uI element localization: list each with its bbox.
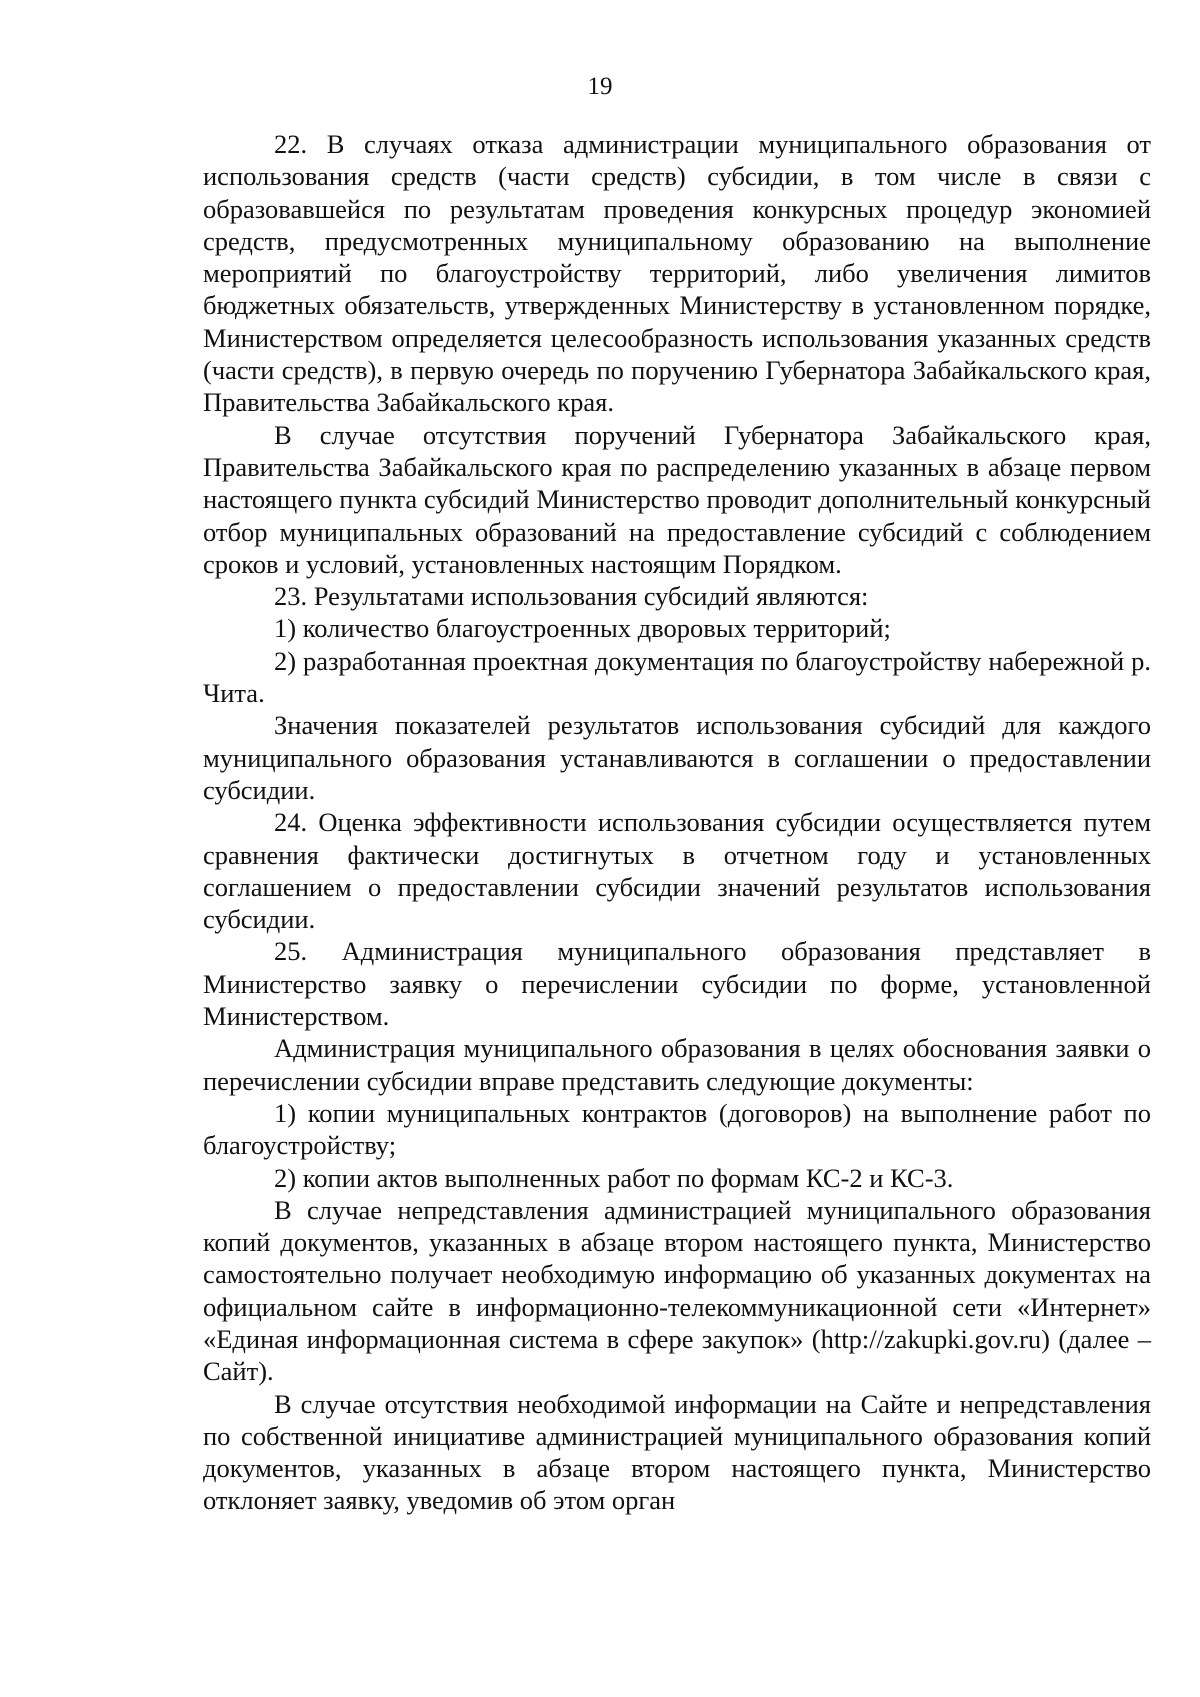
paragraph-25: 25. Администрация муниципального образования представляет в Министерство заявку о перечислении субсидии по форме, установленной Министерством. bbox=[203, 936, 1151, 1032]
document-body bbox=[203, 128, 1151, 1517]
paragraph-22-absence-of-instructions: В случае отсутствия поручений Губернатора Забайкальского края, Правительства Забайкальского края по распределению указанных в абзаце первом настоящего пункта субсидий Министерство проводит дополнительный конкурсный отбор муниципальных образований на предоставление субсидий с соблюдением сроков и условий, установленных настоящим Порядком. bbox=[203, 419, 1151, 579]
paragraph-25-non-submission: В случае непредставления администрацией муниципального образования копий документов, указанных в абзаце втором настоящего пункта, Министерство самостоятельно получает необходимую информацию об указанных документах на официальном сайте в информационно-телекоммуникационной сети «Интернет» «Единая информационная система в сфере закупок» (http://zakupki.gov.ru) (далее – Сайт). bbox=[203, 1194, 1151, 1387]
paragraph-25-item-2: 2) копии актов выполненных работ по формам КС-2 и КС-3. bbox=[274, 1162, 954, 1193]
page-number: 19 bbox=[587, 73, 613, 100]
paragraph-25-rejection: В случае отсутствия необходимой информации на Сайте и непредставления по собственной инициативе администрацией муниципального образования копий документов, указанных в абзаце втором настоящего пункта, Министерство отклоняет заявку, уведомив об этом орган bbox=[203, 1388, 1151, 1516]
paragraph-25-documents-intro: Администрация муниципального образования в целях обоснования заявки о перечислении субсидии вправе представить следующие документы: bbox=[203, 1033, 1151, 1096]
paragraph-23-item-1: 1) количество благоустроенных дворовых территорий; bbox=[274, 613, 891, 644]
paragraph-24: 24. Оценка эффективности использования субсидии осуществляется путем сравнения фактически достигнутых в отчетном году и установленных соглашением о предоставлении субсидии значений результатов использования субсидии. bbox=[203, 807, 1151, 935]
paragraph-25-item-1: 1) копии муниципальных контрактов (договоров) на выполнение работ по благоустройству; bbox=[203, 1097, 1151, 1161]
paragraph-22: 22. В случаях отказа администрации муниципального образования от использования средств (части средств) субсидии, в том числе в связи с образовавшейся по результатам проведения конкурсных процедур экономией средств, предусмотренных муниципальному образованию на выполнение мероприятий по благоустройству территорий, либо увеличения лимитов бюджетных обязательств, утвержденных Министерству в установленном порядке, Министерством определяется целесообразность использования указанных средств (части средств), в первую очередь по поручению Губернатора Забайкальского края, Правительства Забайкальского края. bbox=[203, 129, 1151, 418]
paragraph-23-item-2: 2) разработанная проектная документация по благоустройству набережной р. Чита. bbox=[203, 645, 1151, 709]
paragraph-23-indicator-values: Значения показателей результатов использования субсидий для каждого муниципального образования устанавливаются в соглашении о предоставлении субсидии. bbox=[203, 710, 1151, 805]
paragraph-23: 23. Результатами использования субсидий являются: bbox=[274, 581, 869, 612]
